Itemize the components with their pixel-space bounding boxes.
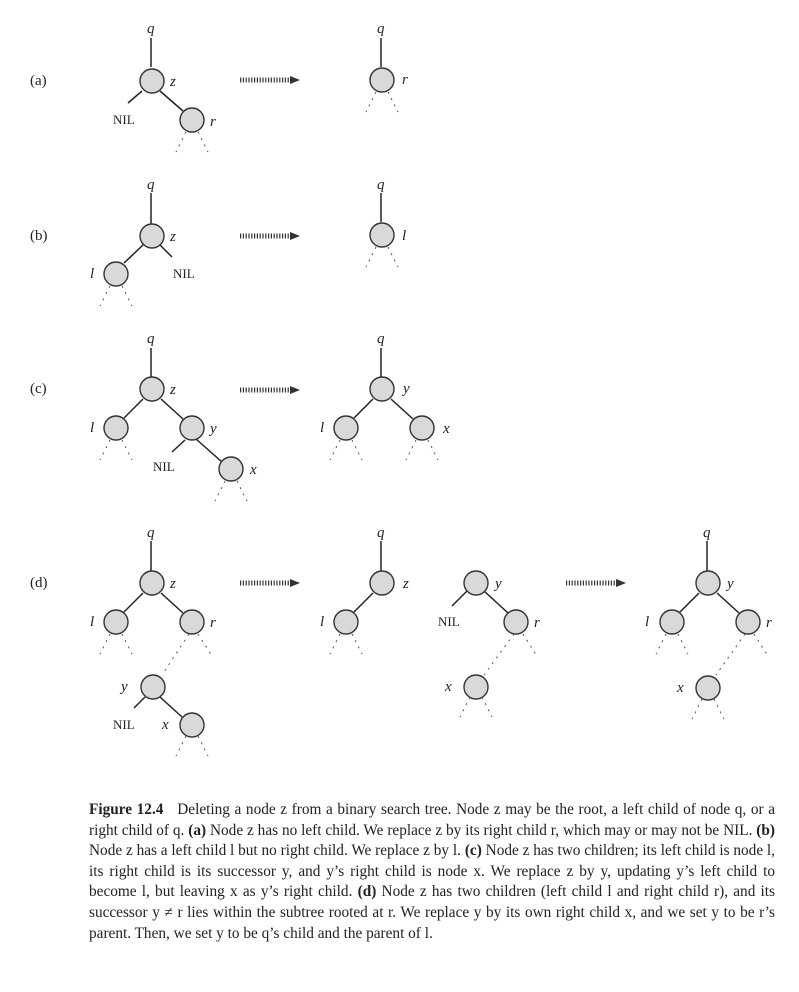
node-r (504, 610, 528, 634)
node-z (140, 224, 164, 248)
label-r: r (766, 615, 772, 631)
figure-label: Figure 12.4 (89, 801, 164, 818)
part-a (30, 21, 408, 152)
node-r (370, 68, 394, 92)
node-x (180, 713, 204, 737)
caption-part-b-label: (b) (756, 821, 775, 839)
node-y (464, 571, 488, 595)
caption-part-b: Node z has a left child l but no right child. We replace z by l. (89, 842, 461, 860)
part-label-c: (c) (30, 381, 47, 397)
node-y (370, 377, 394, 401)
part-c (30, 331, 450, 501)
label-z: z (170, 74, 176, 90)
label-q: q (377, 525, 385, 541)
part-d (30, 525, 772, 756)
node-z (140, 571, 164, 595)
node-l (104, 262, 128, 286)
label-q: q (147, 331, 155, 347)
node-r (736, 610, 760, 634)
label-q: q (377, 21, 385, 37)
figure-caption (89, 800, 775, 944)
label-l: l (90, 420, 95, 436)
label-nil: NIL (153, 459, 175, 474)
label-x: x (162, 717, 169, 733)
label-y: y (495, 576, 502, 592)
part-label-a: (a) (30, 73, 47, 89)
label-z: z (170, 382, 176, 398)
node-r (180, 610, 204, 634)
caption-part-c-label: (c) (464, 842, 482, 860)
transform-arrow (240, 76, 300, 84)
transform-arrow (240, 232, 300, 240)
node-l (660, 610, 684, 634)
node-z (140, 377, 164, 401)
label-q: q (703, 525, 711, 541)
label-nil: NIL (113, 717, 135, 732)
caption-part-d-label: (d) (357, 883, 377, 901)
label-y: y (727, 576, 734, 592)
label-x: x (445, 679, 452, 695)
part-b (30, 177, 406, 306)
node-l (104, 610, 128, 634)
label-q: q (147, 177, 155, 193)
node-l (370, 223, 394, 247)
label-q: q (147, 21, 155, 37)
label-l: l (90, 266, 95, 282)
label-r: r (534, 615, 540, 631)
label-l: l (402, 228, 407, 244)
label-z: z (170, 229, 176, 245)
label-l: l (320, 420, 325, 436)
label-nil: NIL (173, 266, 195, 281)
label-y: y (403, 381, 410, 397)
label-r: r (210, 114, 216, 130)
part-label-d: (d) (30, 575, 48, 591)
label-q: q (377, 177, 385, 193)
caption-part-a: Node z has no left child. We replace z by its right child r, which may or may not be NIL. (209, 821, 753, 839)
node-r (180, 108, 204, 132)
caption-part-c: Node z has two children; its left child is node l, its right child is its successor y, and y’s right child is node x. We replace z by y, updating y’s left child to become l, but leaving x as y’s right child. (89, 842, 776, 901)
label-z: z (403, 576, 409, 592)
label-l: l (320, 614, 325, 630)
node-l (334, 416, 358, 440)
part-label-b: (b) (30, 228, 48, 244)
label-x: x (250, 462, 257, 478)
node-y (180, 416, 204, 440)
caption-intro: Deleting a node z from a binary search tree. Node z may be the root, a left child of node q, or a right child of q. (89, 801, 775, 839)
node-x (410, 416, 434, 440)
label-l: l (90, 614, 95, 630)
label-y: y (210, 421, 217, 437)
label-z: z (170, 576, 176, 592)
node-x (219, 457, 243, 481)
transform-arrow (566, 579, 626, 587)
label-nil: NIL (113, 112, 135, 127)
node-z (140, 69, 164, 93)
node-y (141, 675, 165, 699)
label-nil: NIL (438, 614, 460, 629)
label-q: q (377, 331, 385, 347)
caption-part-a-label: (a) (188, 821, 207, 839)
label-y: y (121, 679, 128, 695)
node-l (334, 610, 358, 634)
label-r: r (402, 72, 408, 88)
label-q: q (147, 525, 155, 541)
caption-part-d: Node z has two children (left child l and right child r), and its successor y ≠ r lies within the subtree rooted at r. We replace y by its own right child x, and we set y to be r’s parent. Then, we set y to be q’s child and the parent of l. (89, 883, 775, 942)
transform-arrow (240, 386, 300, 394)
label-x: x (677, 680, 684, 696)
node-x (696, 676, 720, 700)
label-x: x (443, 421, 450, 437)
node-y (696, 571, 720, 595)
transform-arrow (240, 579, 300, 587)
label-r: r (210, 615, 216, 631)
node-l (104, 416, 128, 440)
node-z (370, 571, 394, 595)
label-l: l (645, 614, 650, 630)
node-x (464, 675, 488, 699)
